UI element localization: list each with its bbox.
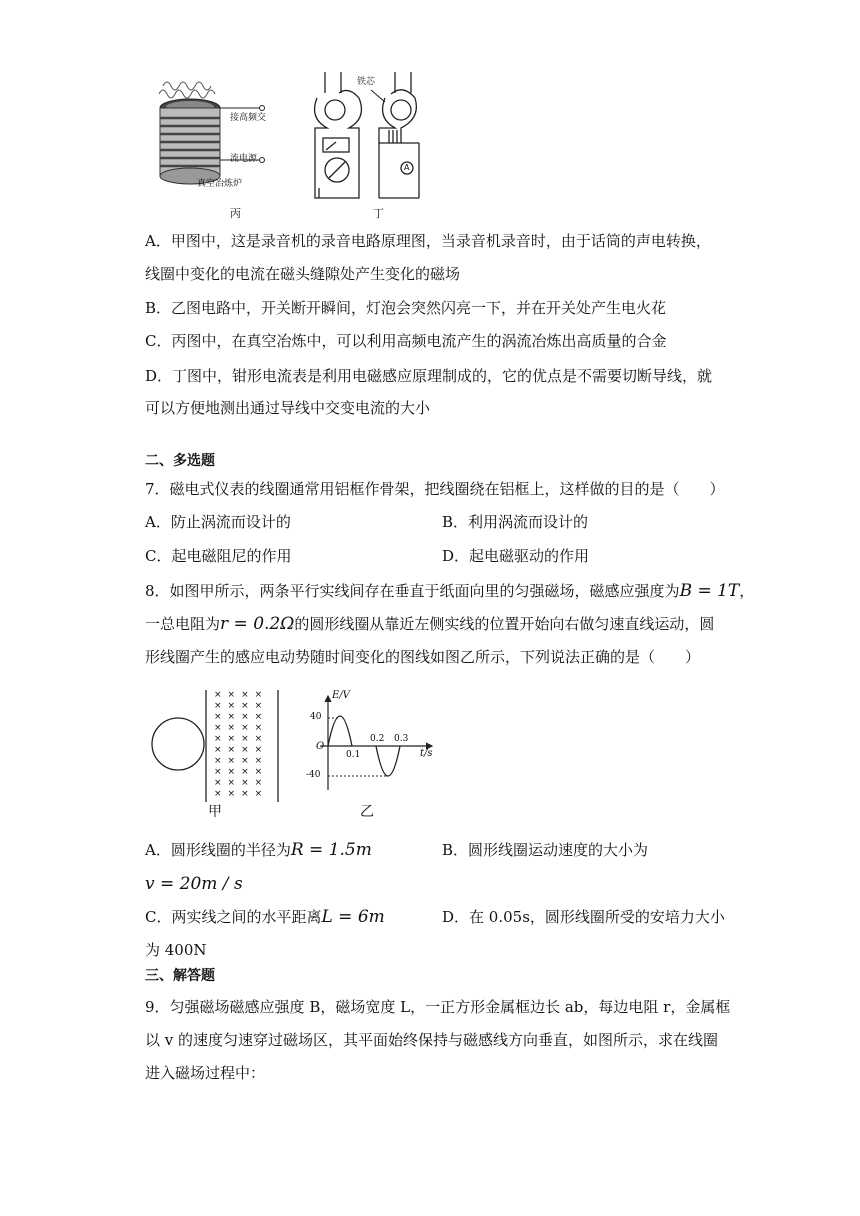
caption-ding: 丁 bbox=[373, 207, 384, 220]
figure-yi bbox=[300, 688, 440, 823]
figure-bing bbox=[145, 68, 280, 218]
figure-jia bbox=[150, 688, 285, 823]
q7-option-c: C．起电磁阻尼的作用 bbox=[145, 547, 292, 565]
q6-option-d-line2: 可以方便地测出通过导线中交变电流的大小 bbox=[145, 399, 431, 417]
magnetic-field-crosses: ×××× ×××× ×××× ×××× ×××× ×××× ×××× ×××× ×××× ×××× bbox=[214, 690, 269, 799]
q9-line2: 以 v 的速度匀速穿过磁场区，其平面始终保持与磁感线方向垂直，如图所示，求在线圈 bbox=[145, 1031, 719, 1049]
q8-option-d-line2: 为 400N bbox=[145, 941, 207, 959]
q8-stem2-text: 一总电阻为 bbox=[145, 615, 221, 633]
clamp-meter-drawing bbox=[295, 68, 435, 218]
caption-bing: 丙 bbox=[230, 207, 241, 220]
figure-ding bbox=[295, 68, 435, 218]
q7-option-d: D．起电磁驱动的作用 bbox=[442, 547, 590, 565]
q8-a-math: R = 1.5m bbox=[290, 840, 372, 860]
q8-stem-line1 bbox=[145, 581, 754, 601]
q8-stem-line2 bbox=[145, 614, 714, 634]
q9-line3: 进入磁场过程中： bbox=[145, 1064, 266, 1082]
tick-40: 40 bbox=[310, 712, 322, 722]
emf-curve-positive bbox=[328, 716, 352, 746]
label-vacuum-furnace: 真空冶炼炉 bbox=[197, 179, 243, 189]
q9-line1: 9．匀强磁场磁感应强度 B，磁场宽度 L，一正方形金属框边长 ab，每边电阻 r，金属框 bbox=[145, 998, 731, 1016]
q8-stem-line3: 形线圈产生的感应电动势随时间变化的图线如图乙所示，下列说法正确的是（ ） bbox=[145, 648, 701, 666]
q6-option-c: C．丙图中，在真空冶炼中，可以利用高频电流产生的涡流冶炼出高质量的合金 bbox=[145, 332, 667, 350]
xlabel: t/s bbox=[420, 748, 433, 759]
tick-02: 0.2 bbox=[370, 734, 385, 744]
q8-stem1-math: B = 1T bbox=[679, 581, 740, 601]
tick-01: 0.1 bbox=[346, 750, 361, 760]
tick-03: 0.3 bbox=[394, 734, 409, 744]
q8-stem2-post: 的圆形线圈从靠近左侧实线的位置开始向右做匀速直线运动，圆 bbox=[294, 615, 715, 633]
q6-option-a-line2: 线圈中变化的电流在磁头缝隙处产生变化的磁场 bbox=[145, 265, 461, 283]
q6-option-d-line1: D．丁图中，钳形电流表是利用电磁感应原理制成的，它的优点是不需要切断导线，就 bbox=[145, 367, 713, 385]
ylabel: E/V bbox=[332, 690, 350, 701]
q8-c-text: C．两实线之间的水平距离 bbox=[145, 908, 322, 926]
q8-option-d-line1: D．在 0.05s，圆形线圈所受的安培力大小 bbox=[442, 908, 725, 926]
tick-neg40: -40 bbox=[306, 770, 321, 780]
label-iron-core: 铁芯 bbox=[357, 77, 376, 87]
label-high-freq: 接高频交 bbox=[230, 113, 267, 123]
q8-option-c bbox=[145, 907, 385, 927]
q8-option-b: B．圆形线圈运动速度的大小为 bbox=[442, 841, 649, 859]
q7-option-b: B．利用涡流而设计的 bbox=[442, 513, 589, 531]
section-multi-choice: 二、多选题 bbox=[145, 453, 215, 469]
furnace-drawing bbox=[145, 68, 280, 218]
q8-stem1-post: ， bbox=[739, 582, 755, 600]
q6-option-a-line1: A．甲图中，这是录音机的录音电路原理图，当录音机录音时，由于话筒的声电转换， bbox=[145, 232, 711, 250]
q8-option-b-math: v = 20m / s bbox=[145, 874, 243, 894]
q8-option-a bbox=[145, 840, 372, 860]
q8-a-text: A．圆形线圈的半径为 bbox=[145, 841, 291, 859]
q8-c-math: L = 6m bbox=[321, 907, 385, 927]
caption-jia: 甲 bbox=[208, 804, 222, 820]
ammeter-symbol: A bbox=[404, 163, 410, 172]
section-solution: 三、解答题 bbox=[145, 968, 215, 984]
q7-stem: 7．磁电式仪表的线圈通常用铝框作骨架，把线圈绕在铝框上，这样做的目的是（ ） bbox=[145, 480, 725, 498]
q8-stem1-text: 8．如图甲所示，两条平行实线间存在垂直于纸面向里的匀强磁场，磁感应强度为 bbox=[145, 582, 680, 600]
origin-label: O bbox=[316, 741, 325, 752]
label-current-source: 流电源 bbox=[230, 154, 258, 164]
q6-option-b: B．乙图电路中，开关断开瞬间，灯泡会突然闪亮一下，并在开关处产生电火花 bbox=[145, 299, 667, 317]
emf-curve-negative bbox=[376, 746, 400, 776]
q8-stem2-math: r = 0.2Ω bbox=[220, 614, 295, 634]
caption-yi: 乙 bbox=[360, 804, 374, 820]
q7-option-a: A．防止涡流而设计的 bbox=[145, 513, 291, 531]
